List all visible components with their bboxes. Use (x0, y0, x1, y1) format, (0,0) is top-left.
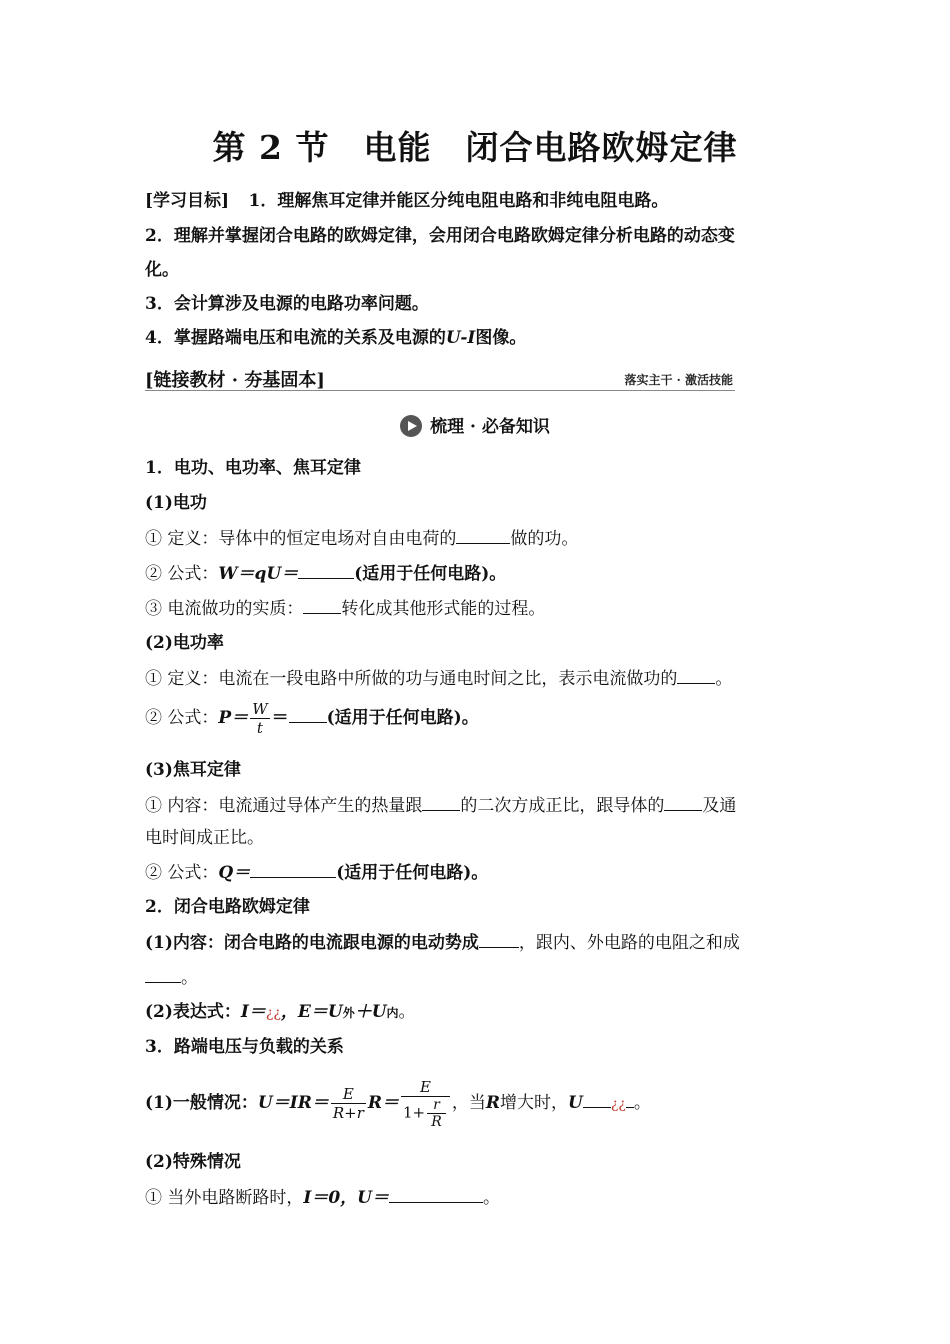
goals-label: [学习目标] (145, 191, 230, 211)
text-1-2-1 (145, 667, 810, 690)
text-part: (适用于任何电路)。 (354, 564, 507, 584)
text-part: 。 (483, 1188, 501, 1208)
placeholder-glyph: ¿¿ (265, 1005, 281, 1021)
text-part: 做的功。 (510, 529, 579, 549)
formula: ＋U (354, 1002, 387, 1022)
text-2-1-cont (145, 966, 810, 989)
text-part: 。 (715, 669, 733, 689)
numerator: E (331, 1085, 366, 1104)
formula: W＝qU＝ (218, 564, 299, 584)
numerator: E (401, 1078, 450, 1097)
fill-blank (303, 597, 341, 614)
sub-heading-1-1: (1)电功 (145, 493, 207, 513)
text-2-2 (145, 1001, 810, 1024)
sub-heading-text: 梳理 · 必备知识 (430, 417, 550, 437)
formula: Q＝ (218, 863, 251, 883)
formula: R＝ (367, 1093, 400, 1113)
text-1-3-1 (145, 794, 810, 817)
denominator: t (256, 719, 263, 737)
text-part: 。 (181, 968, 198, 988)
fill-blank (479, 931, 519, 948)
placeholder-glyph: ¿¿ (610, 1096, 626, 1112)
equals: ＝ (271, 708, 289, 728)
formula: U (567, 1093, 583, 1113)
text-part: (1)一般情况： (145, 1093, 258, 1113)
formula: I＝0，U＝ (303, 1188, 390, 1208)
goal-item-2-cont: 化。 (145, 260, 179, 280)
goal-item-2: 2．理解并掌握闭合电路的欧姆定律，会用闭合电路欧姆定律分析电路的动态变 (145, 226, 735, 246)
text-part: ② 公式： (145, 708, 219, 728)
sub-heading-1-3: (3)焦耳定律 (145, 760, 241, 780)
sub-heading-3-2: (2)特殊情况 (145, 1152, 241, 1172)
section-bar (145, 366, 735, 391)
formula: ，E＝U (280, 1002, 343, 1022)
fill-blank (664, 794, 702, 811)
heading-3: 3．路端电压与负载的关系 (145, 1037, 344, 1057)
denominator: R+r (332, 1104, 364, 1122)
fill-blank (289, 706, 327, 723)
text-part: 转化成其他形式能的过程。 (341, 599, 546, 619)
section-bar-title: [链接教材 · 夯基固本] (145, 370, 325, 391)
fill-blank (145, 966, 181, 983)
goal-item-4-tail: 图像。 (475, 328, 527, 348)
text-part: ① 内容：电流通过导体产生的热量跟 (145, 796, 423, 816)
text-part: (1)内容：闭合电路的电流跟电源的电动势成 (145, 933, 479, 953)
denominator (401, 1097, 450, 1130)
text-3-1 (145, 1068, 810, 1138)
heading-2: 2．闭合电路欧姆定律 (145, 897, 310, 917)
inner-fraction (427, 1097, 446, 1130)
sub-heading-1-2: (2)电功率 (145, 633, 224, 653)
page-title: 第 2 节 电能 闭合电路欧姆定律 (212, 128, 738, 167)
fill-blank (389, 1186, 483, 1203)
goal-item-3: 3．会计算涉及电源的电路功率问题。 (145, 294, 429, 314)
play-icon (400, 415, 422, 437)
fraction-nested (401, 1078, 450, 1130)
formula: R (485, 1093, 500, 1113)
fraction-w-over-t (250, 700, 269, 737)
text-1-3-1-cont: 电时间成正比。 (145, 828, 264, 848)
goal-item-1: 1．理解焦耳定律并能区分纯电阻电路和非纯电阻电路。 (248, 191, 669, 211)
fill-blank (298, 562, 354, 579)
text-part: ③ 电流做功的实质： (145, 599, 304, 619)
text-part: 及通 (702, 796, 737, 816)
text-1-2-2 (145, 698, 810, 738)
fill-blank (456, 527, 510, 544)
numerator: r (427, 1097, 446, 1114)
denominator: R (431, 1113, 442, 1130)
fill-blank (677, 667, 715, 684)
text-part: ，当 (451, 1093, 486, 1113)
text-1-1-1 (145, 527, 810, 550)
fill-blank (250, 861, 336, 878)
goal-item-4-text: 4．掌握路端电压和电流的关系及电源的 (145, 328, 446, 348)
heading-1: 1．电功、电功率、焦耳定律 (145, 458, 361, 478)
text-part: ① 定义：导体中的恒定电场对自由电荷的 (145, 529, 457, 549)
text-part: 。 (398, 1002, 416, 1022)
text-part: ② 公式： (145, 863, 219, 883)
text-1-3-2 (145, 861, 810, 884)
fill-blank (422, 794, 460, 811)
goal-line-1 (145, 190, 810, 212)
text-part: ① 当外电路断路时， (145, 1188, 304, 1208)
text-2-1 (145, 931, 810, 954)
text-1-1-3 (145, 597, 810, 620)
text-part: 增大时， (499, 1093, 568, 1113)
goal-item-4 (145, 327, 810, 349)
formula: U＝IR＝ (257, 1093, 329, 1113)
numerator: W (252, 700, 268, 718)
fill-blank (626, 1091, 634, 1108)
sub-heading (0, 412, 950, 437)
text-part: (2)表达式： (145, 1002, 241, 1022)
denominator-part: 1+ (403, 1103, 426, 1121)
text-1-1-2 (145, 562, 810, 585)
fraction-e-over-r (331, 1085, 366, 1122)
formula: P＝ (218, 708, 249, 728)
goal-item-4-math: U-I (445, 328, 476, 348)
text-part: (适用于任何电路)。 (336, 863, 489, 883)
text-part: 。 (633, 1093, 651, 1113)
text-part: ② 公式： (145, 564, 219, 584)
subscript: 内 (386, 1006, 399, 1020)
text-3-2-1 (145, 1186, 810, 1209)
text-part: (适用于任何电路)。 (326, 708, 479, 728)
section-bar-subtitle: 落实主干 · 激活技能 (624, 373, 733, 387)
formula: I＝ (240, 1002, 266, 1022)
text-part: ，跟内、外电路的电阻之和成 (518, 933, 740, 953)
text-part: ① 定义：电流在一段电路中所做的功与通电时间之比，表示电流做功的 (145, 669, 678, 689)
text-part: 的二次方成正比，跟导体的 (460, 796, 665, 816)
subscript: 外 (342, 1006, 355, 1020)
fill-blank (583, 1091, 611, 1108)
